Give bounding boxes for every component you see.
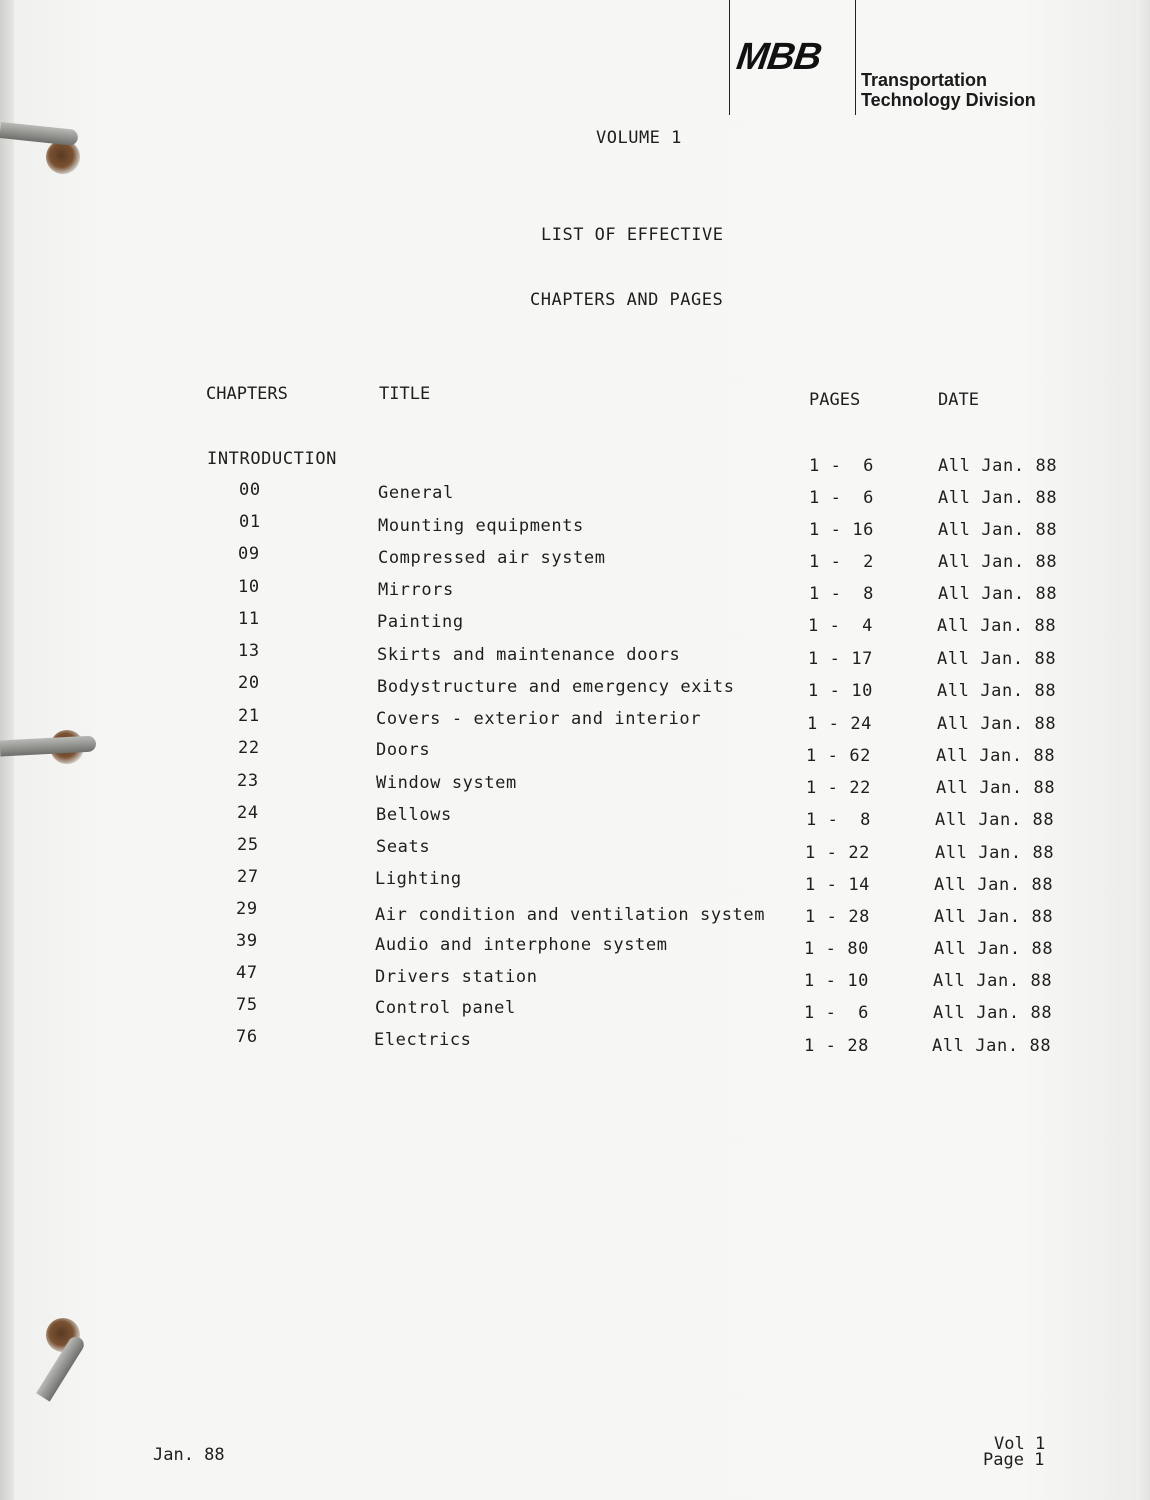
footer-volume: Vol 1	[994, 1434, 1046, 1454]
row-date: All Jan. 88	[937, 681, 1057, 701]
row-title: Doors	[376, 740, 431, 760]
row-chapter: 09	[238, 544, 260, 564]
row-chapter: 39	[236, 931, 258, 951]
logo-rule-right	[855, 0, 856, 115]
row-chapter: 22	[238, 738, 260, 758]
row-date: All Jan. 88	[938, 520, 1058, 540]
column-header-title: TITLE	[379, 384, 431, 404]
chapters-pages-heading: CHAPTERS AND PAGES	[530, 290, 724, 310]
row-pages: 1 - 62	[806, 746, 872, 766]
column-header-chapters: CHAPTERS	[206, 384, 288, 404]
row-chapter: 23	[237, 771, 259, 791]
row-title: Audio and interphone system	[375, 935, 668, 955]
row-date: All Jan. 88	[937, 649, 1057, 669]
row-pages: 1 - 28	[805, 907, 871, 927]
footer-date: Jan. 88	[153, 1445, 225, 1465]
row-date: All Jan. 88	[935, 843, 1055, 863]
row-chapter: 24	[237, 803, 259, 823]
row-date: All Jan. 88	[938, 488, 1058, 508]
row-title: Compressed air system	[378, 548, 606, 568]
column-header-pages: PAGES	[809, 390, 861, 410]
row-title: Seats	[376, 837, 431, 857]
row-chapter: 47	[236, 963, 258, 983]
row-date: All Jan. 88	[938, 456, 1058, 476]
row-title: Covers - exterior and interior	[376, 709, 702, 729]
row-date: All Jan. 88	[934, 939, 1054, 959]
row-title: Mounting equipments	[378, 516, 584, 536]
row-date: All Jan. 88	[933, 971, 1053, 991]
row-chapter: INTRODUCTION	[207, 449, 338, 469]
row-date: All Jan. 88	[937, 616, 1057, 636]
mbb-logo: MBB	[734, 36, 824, 78]
binder-hole-top	[46, 140, 80, 174]
row-chapter: 27	[237, 867, 259, 887]
row-date: All Jan. 88	[936, 778, 1056, 798]
row-pages: 1 - 10	[808, 681, 874, 701]
row-pages: 1 - 16	[809, 520, 875, 540]
row-title: Mirrors	[378, 580, 454, 600]
row-title: Window system	[376, 773, 517, 793]
row-pages: 1 - 8	[806, 810, 872, 830]
list-heading: LIST OF EFFECTIVE	[541, 225, 724, 245]
row-pages: 1 - 10	[804, 971, 870, 991]
row-chapter: 13	[238, 641, 260, 661]
row-chapter: 21	[238, 706, 260, 726]
volume-heading: VOLUME 1	[596, 128, 682, 148]
row-title: Painting	[377, 612, 464, 632]
row-pages: 1 - 6	[804, 1003, 870, 1023]
row-pages: 1 - 2	[809, 552, 875, 572]
row-title: Skirts and maintenance doors	[377, 645, 681, 665]
row-pages: 1 - 80	[804, 939, 870, 959]
row-title: Electrics	[374, 1030, 472, 1050]
row-title: Air condition and ventilation system	[375, 905, 766, 925]
row-date: All Jan. 88	[937, 714, 1057, 734]
row-pages: 1 - 4	[808, 616, 874, 636]
row-title: Bodystructure and emergency exits	[377, 677, 735, 697]
row-date: All Jan. 88	[934, 875, 1054, 895]
row-pages: 1 - 8	[809, 584, 875, 604]
row-chapter: 01	[239, 512, 261, 532]
row-title: General	[378, 483, 454, 503]
row-pages: 1 - 6	[809, 456, 875, 476]
footer-page: Page 1	[983, 1450, 1045, 1470]
row-title: Bellows	[376, 805, 452, 825]
row-pages: 1 - 22	[805, 843, 871, 863]
row-chapter: 00	[239, 480, 261, 500]
page-right-edge	[1136, 0, 1150, 1500]
row-date: All Jan. 88	[932, 1036, 1052, 1056]
row-pages: 1 - 6	[809, 488, 875, 508]
row-pages: 1 - 28	[804, 1036, 870, 1056]
row-date: All Jan. 88	[938, 584, 1058, 604]
row-chapter: 75	[236, 995, 258, 1015]
logo-rule-left	[729, 0, 730, 115]
row-title: Drivers station	[375, 967, 538, 987]
row-pages: 1 - 22	[806, 778, 872, 798]
row-date: All Jan. 88	[936, 746, 1056, 766]
row-chapter: 10	[238, 577, 260, 597]
column-header-date: DATE	[938, 390, 979, 410]
row-pages: 1 - 24	[807, 714, 873, 734]
row-chapter: 76	[236, 1027, 258, 1047]
row-date: All Jan. 88	[938, 552, 1058, 572]
row-title: Control panel	[375, 998, 516, 1018]
row-pages: 1 - 17	[808, 649, 874, 669]
row-chapter: 11	[238, 609, 260, 629]
row-chapter: 25	[237, 835, 259, 855]
row-chapter: 29	[236, 899, 258, 919]
row-title: Lighting	[375, 869, 462, 889]
logo-transportation: Transportation	[861, 70, 988, 90]
row-date: All Jan. 88	[933, 1003, 1053, 1023]
row-pages: 1 - 14	[805, 875, 871, 895]
row-date: All Jan. 88	[934, 907, 1054, 927]
logo-technology-division: Technology Division	[861, 90, 1036, 110]
row-chapter: 20	[238, 673, 260, 693]
row-date: All Jan. 88	[935, 810, 1055, 830]
